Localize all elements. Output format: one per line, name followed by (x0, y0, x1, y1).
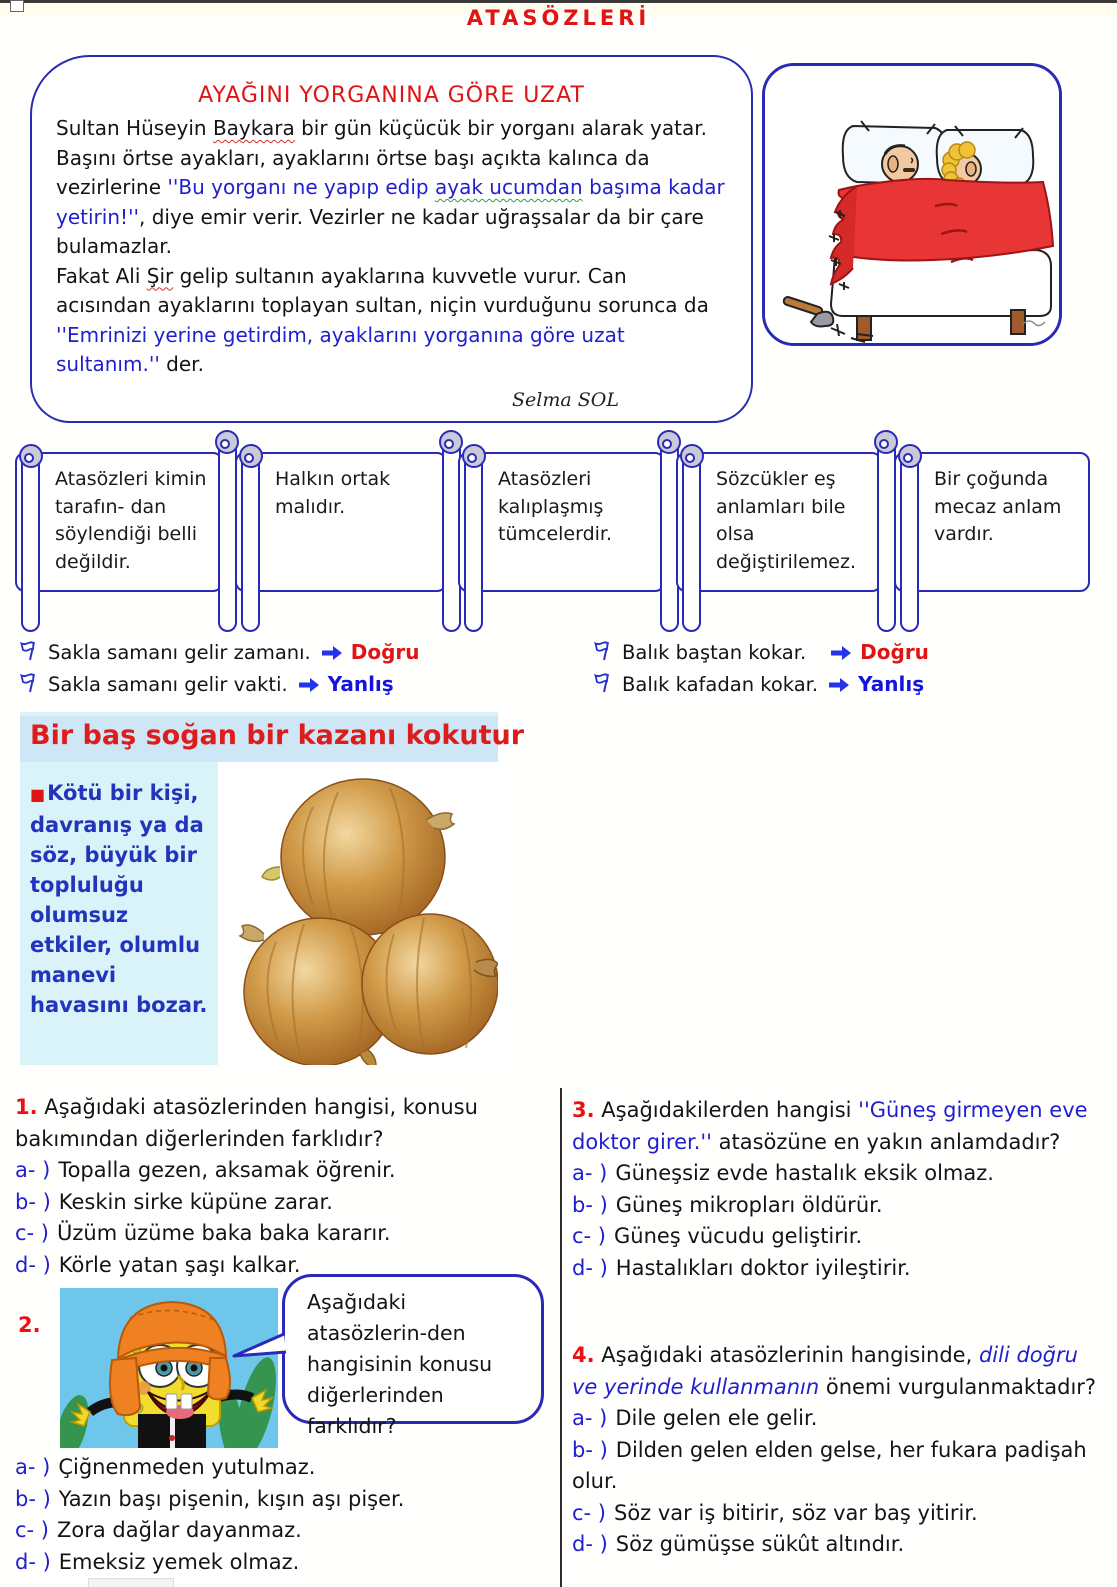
scroll-banner (15, 452, 223, 592)
verdict-label: Doğru (350, 640, 420, 664)
scroll-text: Sözcükler eş anlamları bile olsa değiştirilemez. (716, 468, 856, 573)
scroll-rod (682, 448, 701, 632)
scroll-curl-icon (657, 430, 681, 454)
scroll-curl-icon (19, 444, 43, 468)
question-number: 1. (15, 1095, 38, 1119)
question-2-option-d: d- ) Emeksiz yemek olmaz. (15, 1549, 300, 1574)
scroll-rod (241, 448, 260, 632)
proverb-truefalse-row (592, 672, 924, 698)
question-4-option-b: b- ) Dilden gelen elden gelse, her fukara padişah olur. (572, 1437, 1087, 1493)
scroll-curl-icon (898, 444, 922, 468)
proverb-truefalse-row (18, 640, 420, 666)
scroll-text: Atasözleri kimin tarafın- dan söylendiği belli değildir. (55, 468, 207, 573)
proverb-text: Balık baştan kokar. (622, 641, 807, 664)
question-4-option-a: a- ) Dile gelen ele gelir. (572, 1406, 818, 1430)
onion-photo (218, 762, 498, 1065)
scroll-curl-icon (239, 444, 263, 468)
question-1-option-d: d- ) Körle yatan şaşı kalkar. (15, 1252, 301, 1277)
proverb-text: Balık kafadan kokar. (622, 673, 819, 696)
flag-icon (18, 672, 38, 699)
scroll-curl-icon (215, 430, 239, 454)
arrow-right-icon (321, 643, 343, 666)
arrow-right-icon (298, 675, 320, 698)
question-number: 4. (572, 1343, 595, 1367)
question-1-title: 1. Aşağıdaki atasözlerinden hangisi, konusu bakımından diğerlerinden farklıdır? (15, 1095, 478, 1151)
proverb-truefalse-row (592, 640, 929, 666)
scroll-curl-icon (462, 444, 486, 468)
proverb-text: Sakla samanı gelir zamanı. (48, 641, 311, 664)
scan-artifact (88, 1578, 174, 1587)
scroll-curl-icon (874, 430, 898, 454)
bullet-square-icon: ■ (30, 785, 46, 804)
scroll-rod (900, 448, 919, 632)
onion-proverb-meaning (30, 778, 210, 1020)
scroll-text: Halkın ortak malıdır. (275, 468, 391, 518)
flag-icon (592, 672, 612, 699)
onion-proverb-panel (20, 712, 525, 1065)
arrow-right-icon (830, 643, 852, 666)
column-divider (560, 1088, 562, 1587)
question-3 (572, 1095, 1107, 1284)
question-2-options (15, 1452, 550, 1578)
bed-cartoon-box (762, 63, 1062, 346)
question-3-option-c: c- ) Güneş vücudu geliştirir. (572, 1224, 863, 1248)
onions-illustration (218, 762, 498, 1065)
verdict-label: Yanlış (327, 672, 394, 696)
question-4-title: 4. Aşağıdaki atasözlerinin hangisinde, dili doğru ve yerinde kullanmanın önemi vurgulanmaktadır? (572, 1343, 1097, 1399)
verdict-label: Yanlış (858, 672, 925, 696)
speech-bubble-tail (232, 1330, 288, 1380)
question-1-option-a: a- ) Topalla gezen, aksamak öğrenir. (15, 1158, 396, 1182)
bed-cartoon-illustration (765, 66, 1059, 343)
scroll-text: Bir çoğunda mecaz anlam vardır. (934, 468, 1062, 545)
question-4-option-d: d- ) Söz gümüşse sükût altındır. (572, 1532, 905, 1556)
question-2-number: 2. (18, 1313, 41, 1337)
question-4 (572, 1340, 1107, 1561)
question-1-option-c: c- ) Üzüm üzüme baka baka kararır. (15, 1221, 391, 1245)
question-1-option-b: b- ) Keskin sirke küpüne zarar. (15, 1189, 333, 1214)
story-body: Sultan Hüseyin Baykara bir gün küçücük bir yorganı alarak yatar. Başını örtse ayakları, ayaklarını örtse başı açıkta kalınca da vezirlerine ''Bu yorganı ne yapıp edip ayak ucumdan başıma kadar yetirin!'', diye emir verir. Vezirler ne kadar uğraşsalar da bir çare bulamazlar. Fakat Ali Şir gelip sultanın ayaklarına kuvvetle vurur. Can acısından ayaklarını toplayan sultan, niçin vurduğunu sorunca da ''Emrinizi yerine getirdim, ayaklarını yorganına göre uzat sultanım.'' der. (56, 116, 725, 376)
onion-meaning-text: Kötü bir kişi, davranış ya da söz, büyük bir topluluğu olumsuz etkiler, olumlu manevi havasını bozar. (30, 781, 208, 1017)
scroll-banner-row (15, 452, 1105, 592)
question-2-option-c: c- ) Zora dağlar dayanmaz. (15, 1518, 302, 1542)
question-3-option-b: b- ) Güneş mikropları öldürür. (572, 1192, 883, 1217)
page-title: ATASÖZLERİ (466, 6, 651, 30)
scroll-rod (21, 448, 40, 632)
question-1 (15, 1092, 550, 1281)
scroll-banner (458, 452, 665, 592)
scroll-banner (676, 452, 882, 592)
flag-icon (592, 640, 612, 667)
onion-proverb-title: Bir baş soğan bir kazanı kokutur (30, 720, 525, 751)
arrow-right-icon (828, 675, 850, 698)
story-title: AYAĞINI YORGANINA GÖRE UZAT (198, 83, 585, 108)
scroll-curl-icon (680, 444, 704, 468)
scroll-rod (464, 448, 483, 632)
question-2-option-a: a- ) Çiğnenmeden yutulmaz. (15, 1455, 316, 1479)
story-box (30, 55, 753, 423)
scroll-curl-icon (439, 430, 463, 454)
question-2-option-b: b- ) Yazın başı pişenin, kışın aşı pişer. (15, 1486, 405, 1511)
story-author: Selma SOL (512, 389, 619, 411)
question-number: 3. (572, 1098, 595, 1122)
scroll-banner (235, 452, 447, 592)
scroll-banner (894, 452, 1090, 592)
question-3-option-d: d- ) Hastalıkları doktor iyileştirir. (572, 1255, 911, 1280)
question-4-option-c: c- ) Söz var iş bitirir, söz var baş yitirir. (572, 1500, 978, 1525)
flag-icon (18, 640, 38, 667)
verdict-label: Doğru (860, 640, 929, 664)
question-2-speech-bubble: Aşağıdaki atasözlerin-den hangisinin konusu diğerlerinden farklıdır? (282, 1274, 544, 1424)
proverb-text: Sakla samanı gelir vakti. (48, 673, 288, 696)
proverb-truefalse-row (18, 672, 394, 698)
scroll-text: Atasözleri kalıplaşmış tümcelerdir. (498, 468, 613, 545)
question-3-option-a: a- ) Güneşsiz evde hastalık eksik olmaz. (572, 1161, 994, 1185)
question-3-title: 3. Aşağıdakilerden hangisi ''Güneş girmeyen eve doktor girer.'' atasözüne en yakın anlamdadır? (572, 1098, 1088, 1154)
